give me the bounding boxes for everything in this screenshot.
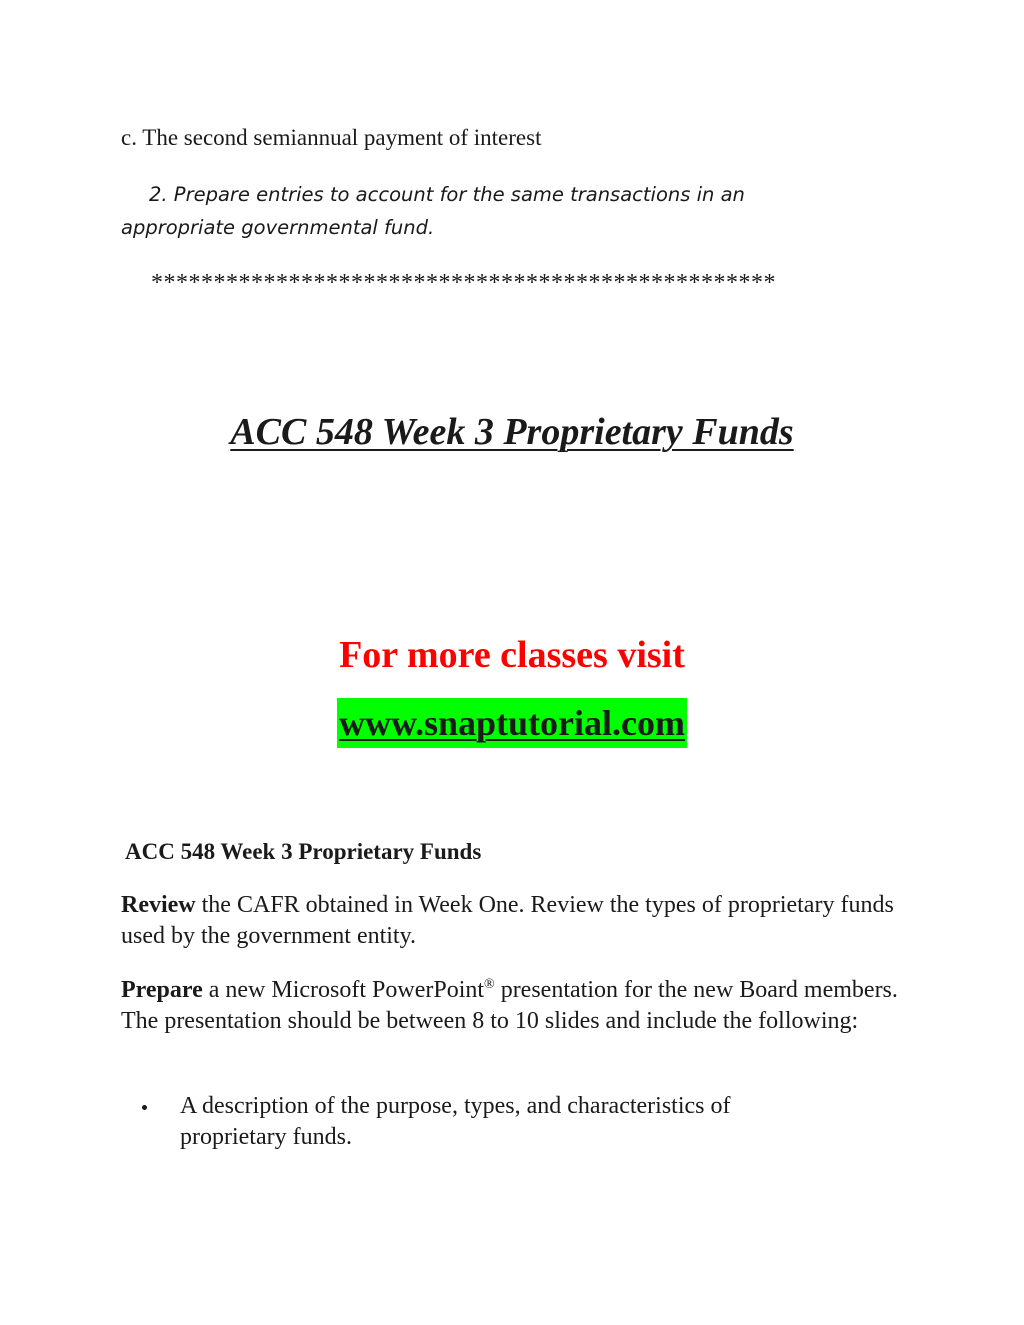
item-c-text: c. The second semiannual payment of interest	[121, 125, 542, 150]
list-item	[142, 1091, 842, 1153]
requirements-list	[142, 1091, 842, 1153]
separator-asterisks: **************************************************	[151, 270, 776, 296]
snaptutorial-link[interactable]: www.snaptutorial.com	[337, 698, 687, 748]
prepare-label: Prepare	[121, 977, 203, 1003]
section-heading: ACC 548 Week 3 Proprietary Funds	[125, 839, 482, 864]
prepare-paragraph	[121, 975, 921, 1037]
review-text: the CAFR obtained in Week One. Review the types of proprietary funds used by the government entity.	[121, 892, 894, 949]
list-item-text: A description of the purpose, types, and characteristics of proprietary funds.	[180, 1093, 731, 1150]
prepare-text-before: a new Microsoft PowerPoint	[202, 977, 485, 1003]
registered-mark: ®	[484, 977, 495, 992]
review-paragraph	[121, 890, 921, 952]
promo-text: For more classes visit	[339, 634, 685, 676]
step-2-instruction: 2. Prepare entries to account for the same transactions in an appropriate governmental fund.	[121, 183, 745, 239]
bullet-icon	[142, 1105, 147, 1110]
promo-link-container	[0, 698, 1024, 748]
prepare-text-after: presentation for the new Board members. The presentation should be between 8 to 10 slides and include the following:	[121, 977, 898, 1034]
page-title: ACC 548 Week 3 Proprietary Funds	[230, 411, 794, 453]
review-label: Review	[121, 892, 196, 918]
